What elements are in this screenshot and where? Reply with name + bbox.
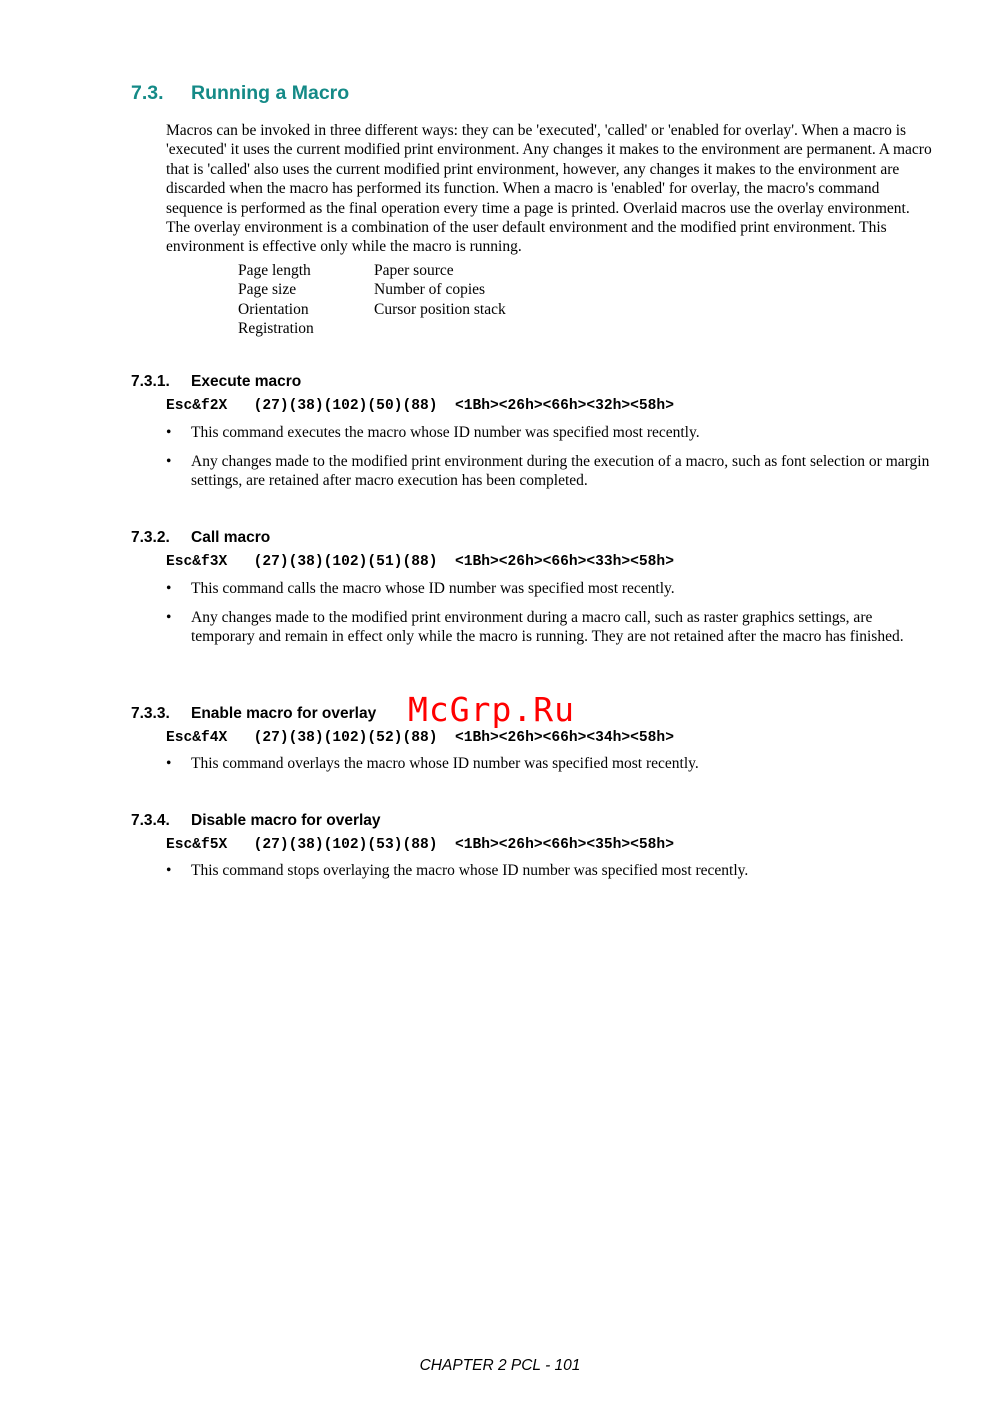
parameter-item: Page length [238,262,311,279]
page-footer: CHAPTER 2 PCL - 101 [419,1357,581,1374]
section-heading [131,82,349,105]
bullet-item [166,608,931,647]
intro-paragraph: Macros can be invoked in three different ways: they can be 'executed', 'called' or 'enabled for overlay'. When a macro is 'executed' it uses the current modified print environment. Any changes it makes to the environment are permanent. A macro that is 'called' also uses the current modified print environment, however, any changes it makes to the environment are discarded when the macro has performed its function. When a macro is 'enabled' for overlay, the macro's command sequence is performed as the final operation every time a page is printed. Overlaid macros use the overlay environment. The overlay environment is a combination of the user default environment and the modified print environment. This environment is effective only while the macro is running. [166,122,932,256]
bullet-marker: • [166,862,172,879]
parameter-item: Orientation [238,300,309,318]
bullet-item [166,861,931,880]
bullet-item [166,754,931,773]
bullet-marker: • [166,424,172,441]
subsection-title: Enable macro for overlay [191,705,377,722]
bullet-item [166,452,931,491]
section-title: Running a Macro [191,82,350,104]
subsection-heading-execute-macro [131,373,301,391]
parameter-item: Cursor position stack [374,300,506,318]
parameter-item: Paper source [374,262,454,279]
command-sequence: Esc&f2X (27)(38)(102)(50)(88) <1Bh><26h><66h><32h><58h> [166,398,674,414]
subsection-number: 7.3.4. [131,812,170,829]
subsection-number: 7.3.1. [131,373,170,390]
command-sequence: Esc&f4X (27)(38)(102)(52)(88) <1Bh><26h><66h><34h><58h> [166,730,674,746]
subsection-heading-call-macro [131,529,270,547]
subsection-number: 7.3.2. [131,529,170,546]
bullet-text: This command executes the macro whose ID number was specified most recently. [191,424,700,441]
parameter-item: Number of copies [374,281,486,299]
bullet-text: This command overlays the macro whose ID number was specified most recently. [191,755,699,772]
parameter-item: Page size [238,281,297,299]
bullet-item [166,579,931,598]
watermark: McGrp.Ru [408,690,575,729]
command-sequence: Esc&f5X (27)(38)(102)(53)(88) <1Bh><26h><66h><35h><58h> [166,837,674,853]
parameter-list [238,262,574,340]
bullet-marker: • [166,580,172,597]
subsection-number: 7.3.3. [131,705,170,722]
bullet-text: Any changes made to the modified print environment during the execution of a macro, such as font selection or margin settings, are retained after macro execution has been completed. [191,453,930,490]
bullet-marker: • [166,453,172,470]
bullet-marker: • [166,755,172,772]
bullet-marker: • [166,609,172,626]
subsection-title: Execute macro [191,373,302,390]
bullet-text: This command stops overlaying the macro whose ID number was specified most recently. [191,862,749,879]
subsection-title: Call macro [191,529,271,546]
subsection-heading-disable-overlay [131,812,381,830]
bullet-text: This command calls the macro whose ID number was specified most recently. [191,580,675,597]
parameter-item: Registration [238,320,314,338]
command-sequence: Esc&f3X (27)(38)(102)(51)(88) <1Bh><26h><66h><33h><58h> [166,554,674,570]
subsection-title: Disable macro for overlay [191,812,381,829]
bullet-item [166,423,931,442]
bullet-text: Any changes made to the modified print environment during a macro call, such as raster graphics settings, are temporary and remain in effect only while the macro is running. They are not retained after the macro has finished. [191,609,904,646]
section-number: 7.3. [131,82,164,104]
subsection-heading-enable-overlay [131,705,376,723]
